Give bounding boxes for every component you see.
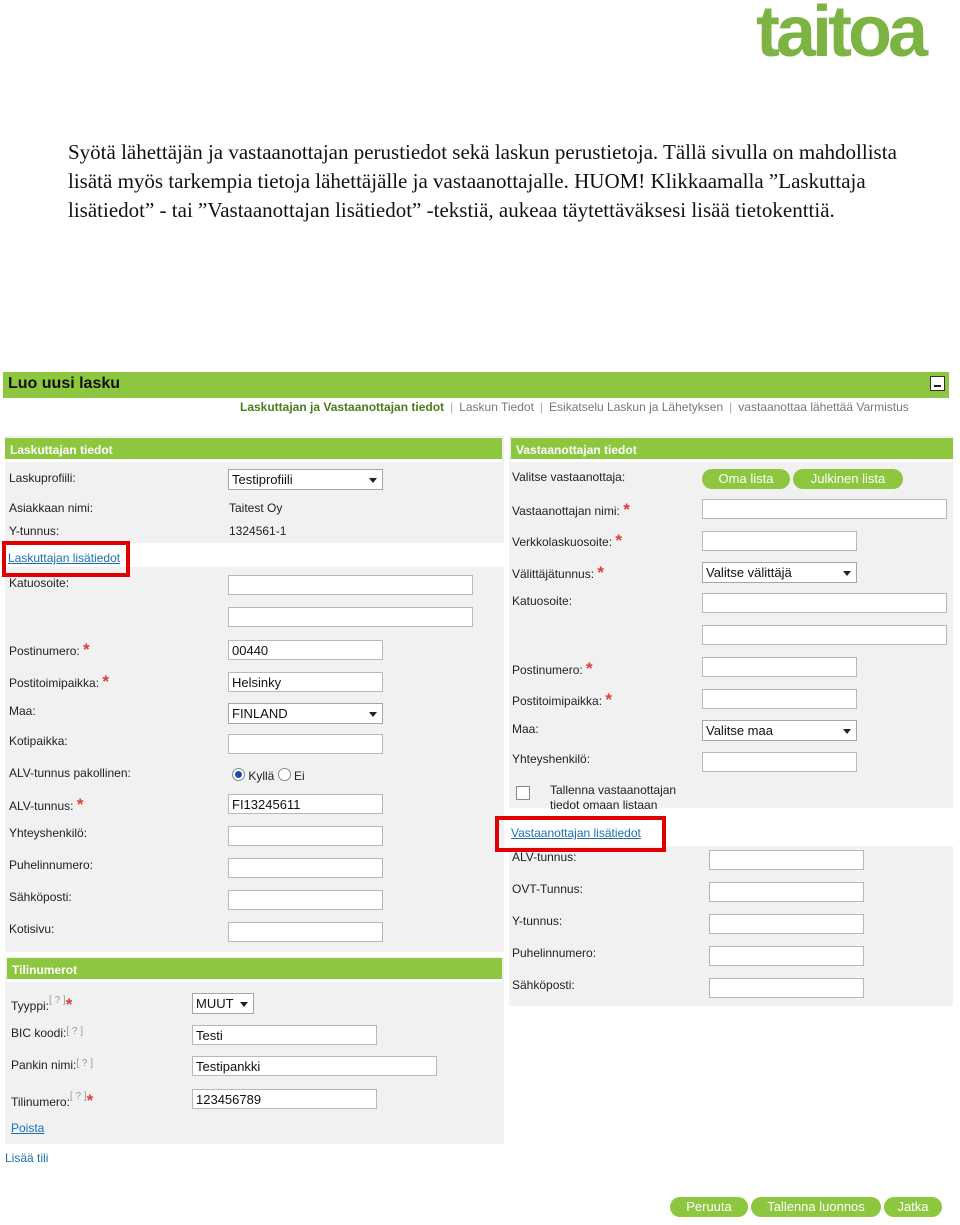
vat-label-text: ALV-tunnus:	[9, 799, 74, 813]
ytunnus-value: 1324561-1	[229, 524, 287, 538]
recipient-street-input-1[interactable]	[702, 593, 947, 613]
account-number-label: Tilinumero:[ ? ]*	[11, 1091, 94, 1110]
save-recipient-label-line2: tiedot omaan listaan	[550, 798, 658, 812]
account-type-value: MUUT	[196, 996, 234, 1011]
recipient-phone-label: Puhelinnumero:	[512, 946, 597, 960]
street-input-2[interactable]	[228, 607, 473, 627]
vat-required-label: ALV-tunnus pakollinen:	[9, 766, 131, 780]
recipient-phone-input[interactable]	[709, 946, 864, 966]
radio-no-label: Ei	[294, 769, 305, 783]
recipient-street-label: Katuosoite:	[512, 594, 573, 608]
contact-input[interactable]	[228, 826, 383, 846]
ytunnus-label: Y-tunnus:	[9, 524, 60, 538]
recipient-more-info-link[interactable]: Vastaanottajan lisätiedot	[511, 826, 641, 840]
home-label: Kotipaikka:	[9, 734, 68, 748]
vat-input[interactable]: FI13245611	[228, 794, 383, 814]
sender-header: Laskuttajan tiedot	[5, 438, 502, 462]
einvoice-label: Verkkolaskuosoite: *	[512, 531, 623, 550]
minimize-icon[interactable]	[930, 376, 945, 391]
recipient-postal-input[interactable]	[702, 657, 857, 677]
choose-recipient-label: Valitse vastaanottaja:	[512, 470, 626, 484]
city-label-text: Postitoimipaikka:	[9, 676, 100, 690]
recipient-city-input[interactable]	[702, 689, 857, 709]
email-label: Sähköposti:	[9, 890, 72, 904]
save-recipient-label-line1: Tallenna vastaanottajan	[550, 783, 677, 797]
customer-name-label: Asiakkaan nimi:	[9, 501, 94, 515]
recipient-name-label-text: Vastaanottajan nimi:	[512, 504, 620, 518]
postal-input[interactable]: 00440	[228, 640, 383, 660]
recipient-email-label: Sähköposti:	[512, 978, 575, 992]
operator-label-text: Välittäjätunnus:	[512, 567, 595, 581]
account-number-label-text: Tilinumero:	[11, 1095, 70, 1109]
customer-name-value: Taitest Oy	[229, 501, 283, 515]
contact-label: Yhteyshenkilö:	[9, 826, 88, 840]
help-icon[interactable]: [ ? ]	[49, 995, 66, 1006]
help-icon[interactable]: [ ? ]	[76, 1058, 94, 1069]
profile-select-value: Testiprofiili	[232, 472, 293, 487]
chevron-down-icon	[369, 478, 377, 483]
bic-label-text: BIC koodi:	[11, 1026, 67, 1040]
recipient-header: Vastaanottajan tiedot	[511, 438, 953, 462]
recipient-country-value: Valitse maa	[706, 723, 773, 738]
operator-select-value: Valitse välittäjä	[706, 565, 792, 580]
accounts-panel	[5, 957, 504, 1144]
radio-yes[interactable]	[232, 768, 245, 781]
website-label: Kotisivu:	[9, 922, 55, 936]
bank-input[interactable]: Testipankki	[192, 1056, 437, 1076]
radio-yes-label: Kyllä	[248, 769, 275, 783]
chevron-down-icon	[843, 571, 851, 576]
cancel-button[interactable]: Peruuta	[670, 1197, 748, 1217]
recipient-vat-input[interactable]	[709, 850, 864, 870]
highlight-box-sender	[2, 541, 130, 577]
einvoice-input[interactable]	[702, 531, 857, 551]
recipient-contact-input[interactable]	[702, 752, 857, 772]
bic-input[interactable]: Testi	[192, 1025, 377, 1045]
phone-label: Puhelinnumero:	[9, 858, 94, 872]
recipient-name-input[interactable]	[702, 499, 947, 519]
step-breadcrumb: Laskuttajan ja Vastaanottajan tiedot | Laskun Tiedot | Esikatselu Laskun ja Lähetyksen | vastaanottaa lähettää Varmistus	[240, 400, 909, 414]
bic-label	[11, 1026, 83, 1040]
recipient-ytunnus-label: Y-tunnus:	[512, 914, 563, 928]
postal-label-text: Postinumero:	[9, 644, 80, 658]
intro-text: Syötä lähettäjän ja vastaanottajan perustiedot sekä laskun perustietoja. Tällä sivulla on mahdollista lisätä myös tarkempia tietoja lähettäjälle ja vastaanottajalle. HUOM! Klikkaamalla ”Laskuttaja lisätiedot” - tai ”Vastaanottajan lisätiedot” -tekstiä, aukeaa täytettäväksesi lisää tietokenttiä.	[68, 140, 897, 222]
website-input[interactable]	[228, 922, 383, 942]
recipient-country-label: Maa:	[512, 722, 539, 736]
profile-label: Laskuprofiili:	[9, 471, 76, 485]
save-recipient-label	[550, 783, 676, 813]
recipient-country-select[interactable]	[702, 720, 857, 741]
radio-no[interactable]	[278, 768, 291, 781]
vat-label: ALV-tunnus: *	[9, 795, 84, 814]
chevron-down-icon	[843, 729, 851, 734]
highlight-box-recipient	[495, 816, 666, 852]
recipient-postal-label-text: Postinumero:	[512, 663, 583, 677]
ovt-label: OVT-Tunnus:	[512, 882, 583, 896]
city-input[interactable]: Helsinky	[228, 672, 383, 692]
postal-label: Postinumero: *	[9, 640, 90, 659]
bank-label-text: Pankin nimi:	[11, 1058, 77, 1072]
add-account-link[interactable]: Lisää tili	[5, 1151, 49, 1165]
sender-more-info-link[interactable]: Laskuttajan lisätiedot	[8, 551, 121, 565]
own-list-button[interactable]: Oma lista	[702, 469, 790, 489]
street-input-1[interactable]	[228, 575, 473, 595]
home-input[interactable]	[228, 734, 383, 754]
country-select-value: FINLAND	[232, 706, 288, 721]
chevron-down-icon	[369, 712, 377, 717]
account-type-label-text: Tyyppi:	[11, 999, 50, 1013]
recipient-contact-label: Yhteyshenkilö:	[512, 752, 591, 766]
recipient-street-input-2[interactable]	[702, 625, 947, 645]
recipient-name-label: Vastaanottajan nimi: *	[512, 500, 630, 519]
account-number-input[interactable]: 123456789	[192, 1089, 377, 1109]
country-label: Maa:	[9, 704, 36, 718]
city-label: Postitoimipaikka: *	[9, 672, 110, 691]
remove-account-link[interactable]: Poista	[11, 1121, 45, 1135]
vat-required-radios	[232, 768, 305, 783]
operator-select[interactable]	[702, 562, 857, 583]
operator-label: Välittäjätunnus: *	[512, 563, 605, 582]
save-recipient-checkbox[interactable]	[516, 786, 530, 800]
bank-label	[11, 1058, 93, 1072]
phone-input[interactable]	[228, 858, 383, 878]
taitoa-logo: taitoa	[756, 0, 925, 72]
street-label: Katuosoite:	[9, 576, 70, 590]
help-icon[interactable]: [ ? ]	[66, 1026, 84, 1037]
chevron-down-icon	[240, 1002, 248, 1007]
country-select[interactable]	[228, 703, 383, 724]
step-preview: Esikatselu Laskun ja Lähetyksen	[549, 400, 724, 414]
ovt-input[interactable]	[709, 882, 864, 902]
accounts-header: Tilinumerot	[7, 958, 502, 982]
step-current: Laskuttajan ja Vastaanottajan tiedot	[240, 400, 445, 414]
einvoice-label-text: Verkkolaskuosoite:	[512, 535, 613, 549]
help-icon[interactable]: [ ? ]	[69, 1091, 87, 1102]
recipient-email-input[interactable]	[709, 978, 864, 998]
account-type-select[interactable]	[192, 993, 254, 1014]
recipient-postal-label: Postinumero: *	[512, 659, 593, 678]
step-confirm: vastaanottaa lähettää Varmistus	[738, 400, 909, 414]
recipient-city-label: Postitoimipaikka: *	[512, 690, 613, 709]
window-title: Luo uusi lasku	[8, 375, 121, 392]
continue-button[interactable]: Jatka	[884, 1197, 942, 1217]
recipient-city-label-text: Postitoimipaikka:	[512, 694, 603, 708]
save-draft-button[interactable]: Tallenna luonnos	[751, 1197, 881, 1217]
account-type-label: Tyyppi:[ ? ]*	[11, 995, 73, 1014]
step-invoice-details: Laskun Tiedot	[459, 400, 534, 414]
recipient-ytunnus-input[interactable]	[709, 914, 864, 934]
recipient-vat-label: ALV-tunnus:	[512, 850, 577, 864]
email-input[interactable]	[228, 890, 383, 910]
window-titlebar	[3, 372, 949, 398]
public-list-button[interactable]: Julkinen lista	[793, 469, 903, 489]
profile-select[interactable]	[228, 469, 383, 490]
